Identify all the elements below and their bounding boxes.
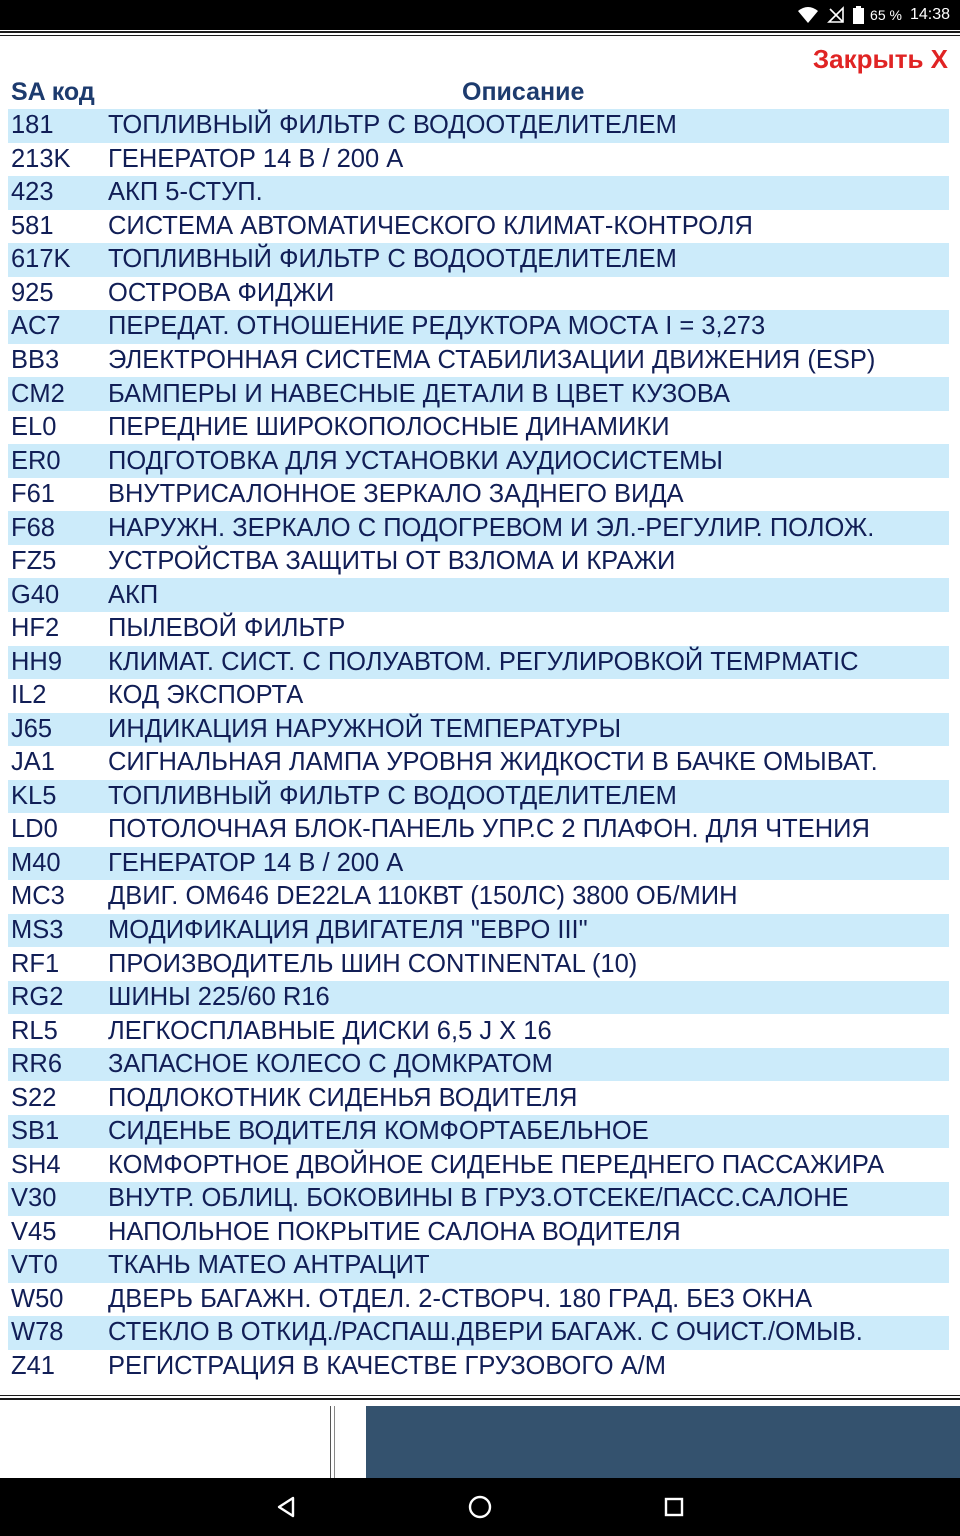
table-row <box>8 847 949 881</box>
sa-code: G40 <box>11 580 60 609</box>
sa-code: FZ5 <box>11 547 57 576</box>
table-row <box>8 1182 949 1216</box>
home-button[interactable] <box>450 1478 510 1536</box>
sa-code: RL5 <box>11 1016 58 1045</box>
sa-description: БАМПЕРЫ И НАВЕСНЫЕ ДЕТАЛИ В ЦВЕТ КУЗОВА <box>108 379 731 408</box>
sa-code: SB1 <box>11 1117 60 1146</box>
table-row <box>8 713 949 747</box>
sa-code: MS3 <box>11 916 64 945</box>
table-row <box>8 612 949 646</box>
table-row <box>8 679 949 713</box>
sa-code: KL5 <box>11 781 57 810</box>
sa-description: ПЫЛЕВОЙ ФИЛЬТР <box>108 614 346 643</box>
back-button[interactable] <box>256 1478 316 1536</box>
status-bar <box>0 0 960 30</box>
table-row <box>8 813 949 847</box>
sa-code: CM2 <box>11 379 65 408</box>
sa-code: M40 <box>11 848 61 877</box>
sa-code: 581 <box>11 211 54 240</box>
sa-description: ПОТОЛОЧНАЯ БЛОК-ПАНЕЛЬ УПР.С 2 ПЛАФОН. ДЛЯ ЧТЕНИЯ <box>108 815 870 844</box>
bottom-divider <box>0 1395 960 1400</box>
sa-code: F61 <box>11 480 55 509</box>
sa-description: КЛИМАТ. СИСТ. С ПОЛУАВТОМ. РЕГУЛИРОВКОЙ TEMPMATIC <box>108 647 859 676</box>
sa-code: LD0 <box>11 815 58 844</box>
table-row <box>8 243 949 277</box>
sa-description: НАРУЖН. ЗЕРКАЛО С ПОДОГРЕВОМ И ЭЛ.-РЕГУЛИР. ПОЛОЖ. <box>108 513 875 542</box>
sa-code: 925 <box>11 278 54 307</box>
table-row <box>8 1148 949 1182</box>
table-row <box>8 880 949 914</box>
wifi-icon <box>797 6 819 24</box>
sa-description: АКП 5-СТУП. <box>108 178 263 207</box>
sa-description: ПЕРЕДНИЕ ШИРОКОПОЛОСНЫЕ ДИНАМИКИ <box>108 413 670 442</box>
table-row <box>8 780 949 814</box>
table-row <box>8 545 949 579</box>
sa-code: RF1 <box>11 949 60 978</box>
no-signal-icon <box>827 6 845 24</box>
sa-description: ЭЛЕКТРОННАЯ СИСТЕМА СТАБИЛИЗАЦИИ ДВИЖЕНИЯ (ESP) <box>108 345 876 374</box>
sa-code: ER0 <box>11 446 61 475</box>
sa-code: EL0 <box>11 413 57 442</box>
sa-code: IL2 <box>11 681 47 710</box>
recent-apps-button[interactable] <box>644 1478 704 1536</box>
table-row <box>8 947 949 981</box>
sa-code: RR6 <box>11 1050 63 1079</box>
table-row <box>8 1283 949 1317</box>
sa-description: ТОПЛИВНЫЙ ФИЛЬТР С ВОДООТДЕЛИТЕЛЕМ <box>108 245 677 274</box>
table-row <box>8 1081 949 1115</box>
sa-description: ТОПЛИВНЫЙ ФИЛЬТР С ВОДООТДЕЛИТЕЛЕМ <box>108 781 677 810</box>
battery-percent: 65 % <box>870 7 902 23</box>
sa-code: V30 <box>11 1184 57 1213</box>
table-row <box>8 1115 949 1149</box>
sa-description: АКП <box>108 580 159 609</box>
table-row <box>8 1216 949 1250</box>
table-row <box>8 746 949 780</box>
bottom-panel-right[interactable] <box>366 1406 960 1478</box>
sa-code: J65 <box>11 714 53 743</box>
sa-description: СИГНАЛЬНАЯ ЛАМПА УРОВНЯ ЖИДКОСТИ В БАЧКЕ ОМЫВАТ. <box>108 748 878 777</box>
bottom-panel-separator <box>334 1406 335 1478</box>
sa-code: VT0 <box>11 1251 58 1280</box>
home-icon <box>467 1494 493 1520</box>
sa-code: F68 <box>11 513 55 542</box>
sa-description: ТОПЛИВНЫЙ ФИЛЬТР С ВОДООТДЕЛИТЕЛЕМ <box>108 111 677 140</box>
sa-description: ОСТРОВА ФИДЖИ <box>108 278 335 307</box>
table-row <box>8 1249 949 1283</box>
table-row <box>8 1014 949 1048</box>
sa-description: ПРОИЗВОДИТЕЛЬ ШИН CONTINENTAL (10) <box>108 949 638 978</box>
sa-code: RG2 <box>11 983 64 1012</box>
sa-description: ПЕРЕДАТ. ОТНОШЕНИЕ РЕДУКТОРА МОСТА I = 3,273 <box>108 312 766 341</box>
sa-code-table <box>8 109 949 1383</box>
sa-description: ВНУТРИСАЛОННОЕ ЗЕРКАЛО ЗАДНЕГО ВИДА <box>108 480 684 509</box>
sa-description: ДВЕРЬ БАГАЖН. ОТДЕЛ. 2-СТВОРЧ. 180 ГРАД. БЕЗ ОКНА <box>108 1284 813 1313</box>
sa-description: ШИНЫ 225/60 R16 <box>108 983 330 1012</box>
sa-description: ПОДЛОКОТНИК СИДЕНЬЯ ВОДИТЕЛЯ <box>108 1083 578 1112</box>
sa-code: 213K <box>11 144 71 173</box>
sa-code: SH4 <box>11 1150 61 1179</box>
sa-description: ЛЕГКОСПЛАВНЫЕ ДИСКИ 6,5 J X 16 <box>108 1016 552 1045</box>
sa-description: ИНДИКАЦИЯ НАРУЖНОЙ ТЕМПЕРАТУРЫ <box>108 714 622 743</box>
sa-code: JA1 <box>11 748 55 777</box>
sa-code: W78 <box>11 1318 64 1347</box>
sa-description: ВНУТР. ОБЛИЦ. БОКОВИНЫ В ГРУЗ.ОТСЕКЕ/ПАСС.САЛОНЕ <box>108 1184 849 1213</box>
table-row <box>8 646 949 680</box>
recent-apps-icon <box>663 1496 685 1518</box>
table-row <box>8 1350 949 1384</box>
back-icon <box>275 1495 297 1519</box>
sa-description: ЗАПАСНОЕ КОЛЕСО С ДОМКРАТОМ <box>108 1050 553 1079</box>
table-row <box>8 444 949 478</box>
table-row <box>8 176 949 210</box>
bottom-panel-left[interactable] <box>0 1406 331 1478</box>
table-row <box>8 1316 949 1350</box>
table-row <box>8 511 949 545</box>
sa-code: W50 <box>11 1284 64 1313</box>
sa-description: ПОДГОТОВКА ДЛЯ УСТАНОВКИ АУДИОСИСТЕМЫ <box>108 446 723 475</box>
sa-description: МОДИФИКАЦИЯ ДВИГАТЕЛЯ "ЕВРО III" <box>108 916 588 945</box>
sa-code: S22 <box>11 1083 57 1112</box>
table-row <box>8 344 949 378</box>
sa-description: КОД ЭКСПОРТА <box>108 681 304 710</box>
table-row <box>8 277 949 311</box>
sa-code: Z41 <box>11 1351 55 1380</box>
table-row <box>8 109 949 143</box>
sa-description: УСТРОЙСТВА ЗАЩИТЫ ОТ ВЗЛОМА И КРАЖИ <box>108 547 676 576</box>
table-row <box>8 310 949 344</box>
table-row <box>8 377 949 411</box>
column-header-code: SA код <box>11 78 95 106</box>
navigation-bar <box>0 1478 960 1536</box>
sa-code: 617K <box>11 245 71 274</box>
sa-code: V45 <box>11 1217 57 1246</box>
sa-code: 423 <box>11 178 54 207</box>
top-divider <box>0 31 960 36</box>
sa-code: MC3 <box>11 882 65 911</box>
status-icons <box>797 0 950 30</box>
sa-description: ГЕНЕРАТОР 14 В / 200 А <box>108 848 404 877</box>
table-row <box>8 578 949 612</box>
table-row <box>8 210 949 244</box>
table-row <box>8 981 949 1015</box>
sa-description: НАПОЛЬНОЕ ПОКРЫТИЕ САЛОНА ВОДИТЕЛЯ <box>108 1217 681 1246</box>
table-row <box>8 914 949 948</box>
sa-description: ГЕНЕРАТОР 14 В / 200 А <box>108 144 404 173</box>
sa-description: СИДЕНЬЕ ВОДИТЕЛЯ КОМФОРТАБЕЛЬНОЕ <box>108 1117 649 1146</box>
battery-icon <box>853 6 864 24</box>
table-row <box>8 478 949 512</box>
clock: 14:38 <box>909 6 950 23</box>
sa-description: ТКАНЬ МАТЕО АНТРАЦИТ <box>108 1251 430 1280</box>
sa-description: СИСТЕМА АВТОМАТИЧЕСКОГО КЛИМАТ-КОНТРОЛЯ <box>108 211 753 240</box>
sa-description: СТЕКЛО В ОТКИД./РАСПАШ.ДВЕРИ БАГАЖ. С ОЧИСТ./ОМЫВ. <box>108 1318 863 1347</box>
sa-description: КОМФОРТНОЕ ДВОЙНОЕ СИДЕНЬЕ ПЕРЕДНЕГО ПАССАЖИРА <box>108 1150 885 1179</box>
table-row <box>8 411 949 445</box>
table-row <box>8 1048 949 1082</box>
sa-code: HH9 <box>11 647 63 676</box>
sa-code: 181 <box>11 111 54 140</box>
column-header-description: Описание <box>462 78 585 106</box>
sa-code: AC7 <box>11 312 61 341</box>
sa-description: РЕГИСТРАЦИЯ В КАЧЕСТВЕ ГРУЗОВОГО А/М <box>108 1351 666 1380</box>
close-button[interactable]: Закрыть X <box>812 44 948 74</box>
table-row <box>8 143 949 177</box>
sa-code: HF2 <box>11 614 60 643</box>
sa-code: BB3 <box>11 345 60 374</box>
sa-description: ДВИГ. OM646 DE22LA 110КВТ (150ЛС) 3800 ОБ/МИН <box>108 882 738 911</box>
